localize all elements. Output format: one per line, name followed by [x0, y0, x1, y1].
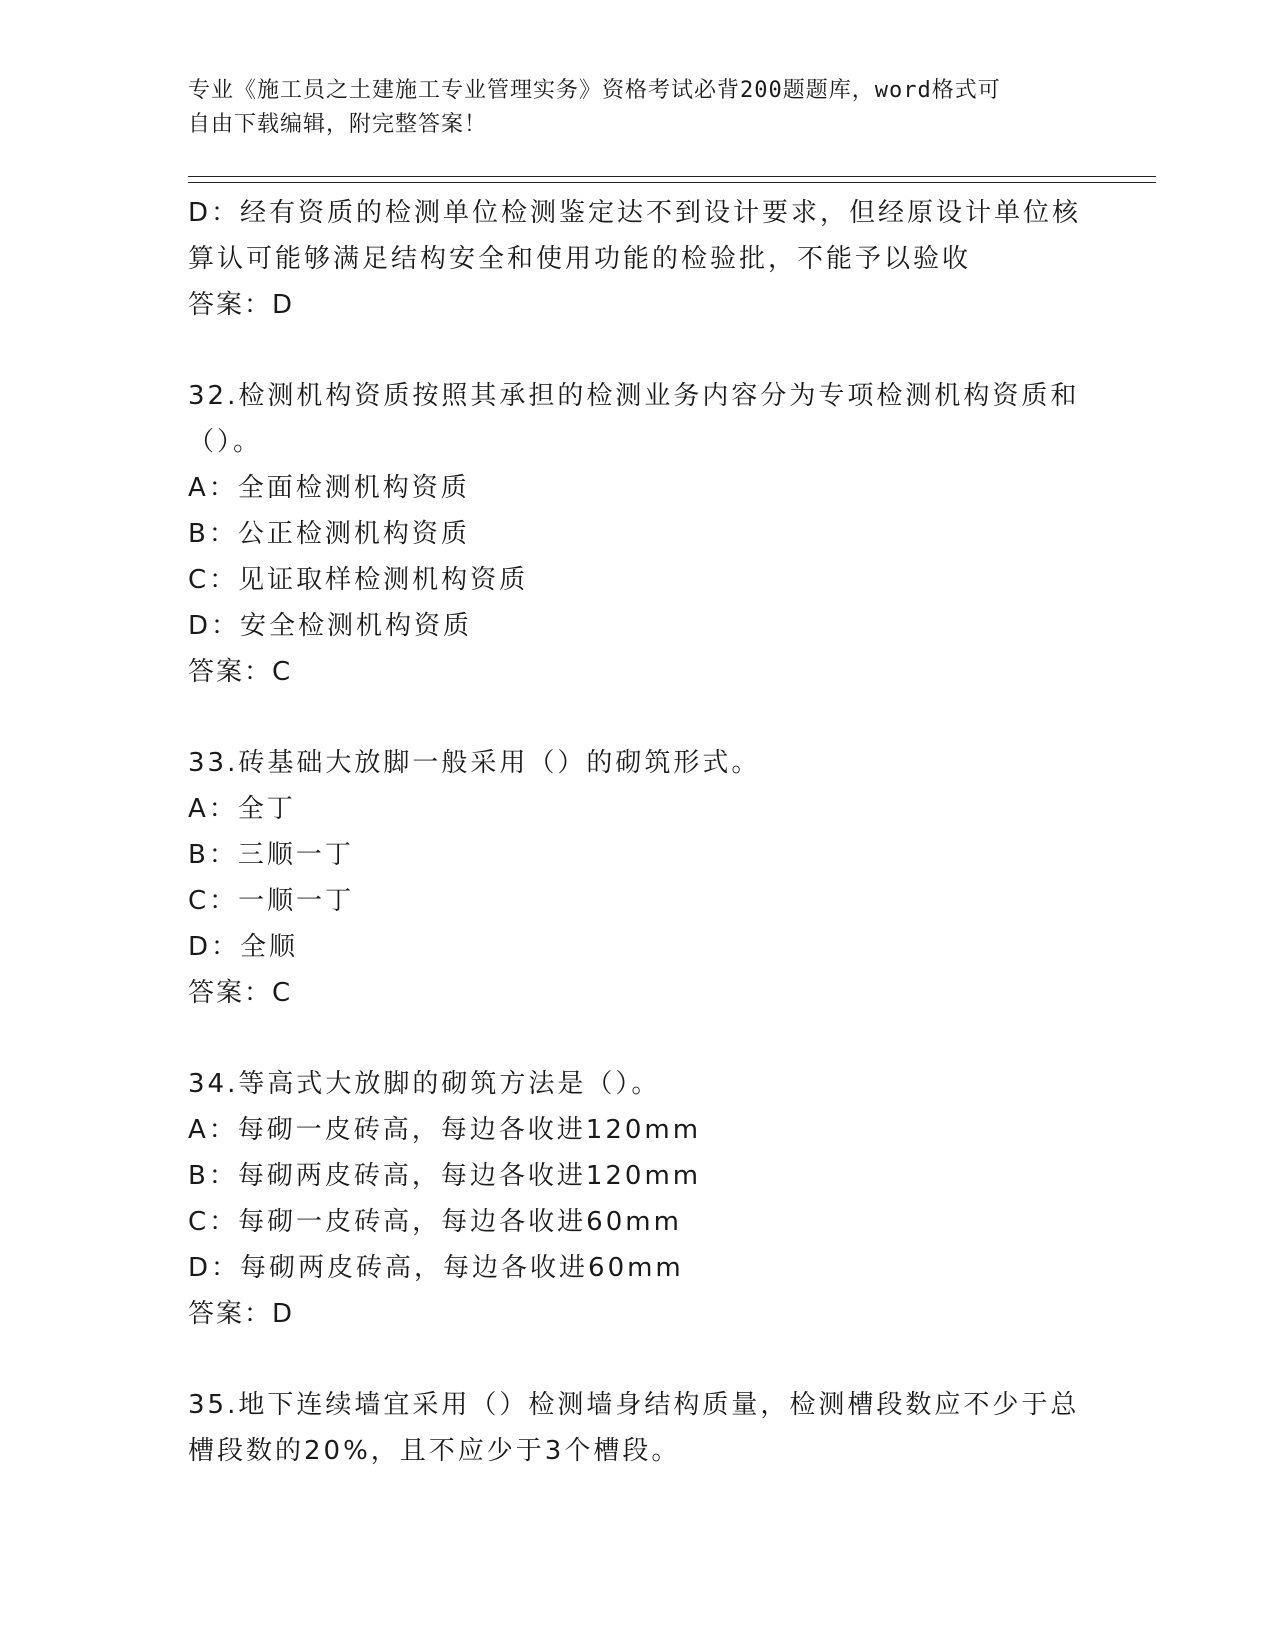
question-35 — [188, 1382, 1088, 1474]
option-c: C：一顺一丁 — [188, 886, 355, 916]
header-line-1: 专业《施工员之土建施工专业管理实务》资格考试必背200题题库，word格式可 — [188, 78, 1001, 103]
prev-answer: 答案：D — [188, 290, 295, 320]
option-a: A：每砌一皮砖高，每边各收进120mm — [188, 1115, 702, 1145]
option-d: D：安全检测机构资质 — [188, 611, 473, 641]
option-c: C：每砌一皮砖高，每边各收进60mm — [188, 1207, 682, 1237]
question-content — [188, 190, 1088, 1474]
header-divider-bottom — [188, 182, 1156, 183]
option-d: D：全顺 — [188, 932, 299, 962]
document-header — [188, 74, 1068, 142]
question-stem: 33.砖基础大放脚一般采用（）的砌筑形式。 — [188, 748, 761, 778]
question-34 — [188, 1061, 1088, 1337]
answer: 答案：D — [188, 1299, 295, 1329]
prev-option-d-line-1: D：经有资质的检测单位检测鉴定达不到设计要求，但经原设计单位核 — [188, 198, 1082, 228]
question-stem-cont: （）。 — [188, 427, 263, 457]
prev-option-d-line-2: 算认可能够满足结构安全和使用功能的检验批，不能予以验收 — [188, 244, 972, 274]
question-stem: 35.地下连续墙宜采用（）检测墙身结构质量，检测槽段数应不少于总 — [188, 1390, 1080, 1420]
spacer — [188, 328, 1088, 373]
question-stem: 34.等高式大放脚的砌筑方法是（）。 — [188, 1069, 661, 1099]
option-a: A：全丁 — [188, 794, 296, 824]
question-stem: 32.检测机构资质按照其承担的检测业务内容分为专项检测机构资质和 — [188, 381, 1080, 411]
option-d: D：每砌两皮砖高，每边各收进60mm — [188, 1253, 684, 1283]
header-divider-top — [188, 176, 1156, 177]
question-33 — [188, 740, 1088, 1016]
answer: 答案：C — [188, 657, 293, 687]
option-b: B：公正检测机构资质 — [188, 519, 470, 549]
question-stem-cont: 槽段数的20%，且不应少于3个槽段。 — [188, 1436, 681, 1466]
answer: 答案：C — [188, 978, 293, 1008]
option-b: B：三顺一丁 — [188, 840, 354, 870]
spacer — [188, 1337, 1088, 1382]
question-32 — [188, 373, 1088, 695]
option-c: C：见证取样检测机构资质 — [188, 565, 529, 595]
spacer — [188, 695, 1088, 740]
option-b: B：每砌两皮砖高，每边各收进120mm — [188, 1161, 702, 1191]
header-line-2: 自由下载编辑，附完整答案！ — [188, 112, 488, 137]
spacer — [188, 1016, 1088, 1061]
option-a: A：全面检测机构资质 — [188, 473, 470, 503]
